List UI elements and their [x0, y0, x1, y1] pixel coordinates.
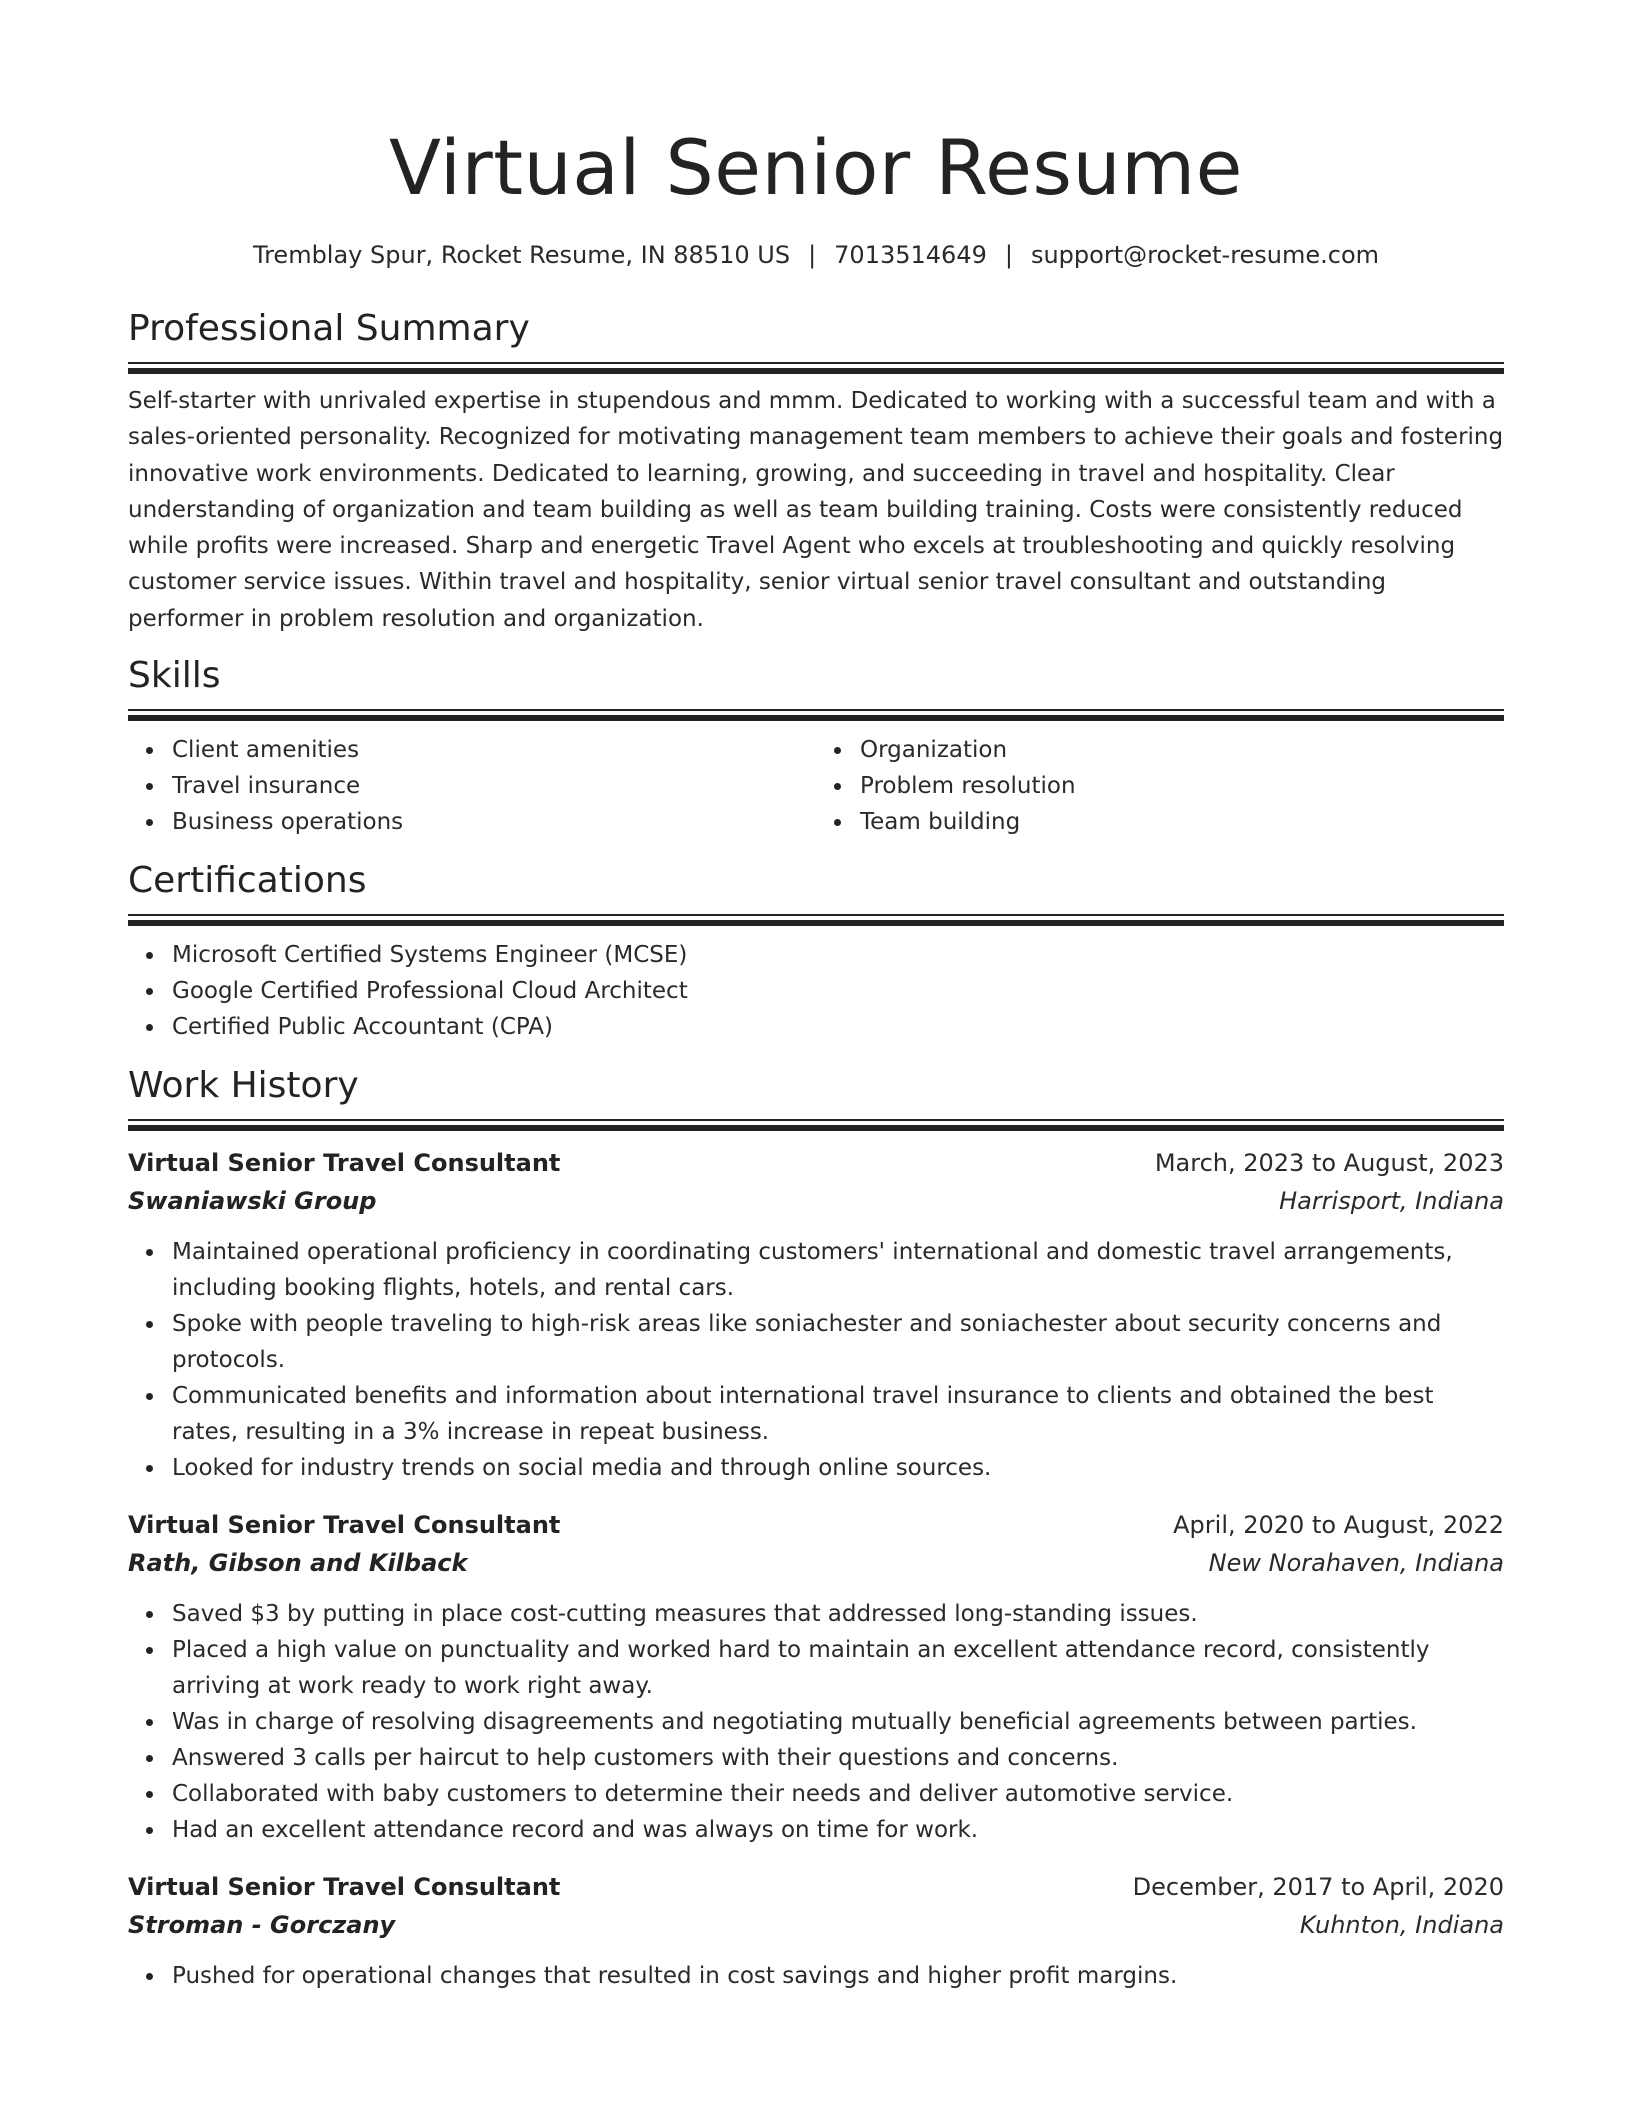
job-duties	[128, 1234, 1504, 1486]
contact-separator: |	[808, 241, 817, 269]
resume-name: Virtual Senior Resume	[389, 123, 1243, 212]
job-location: Kuhnton, Indiana	[1299, 1911, 1504, 1940]
contact-email: support@rocket-resume.com	[1030, 241, 1380, 269]
job-duty: Spoke with people traveling to high-risk areas like soniachester and soniachester about security concerns and protocols.	[172, 1306, 1504, 1378]
job-dates: April, 2020 to August, 2022	[1173, 1511, 1504, 1540]
section-divider	[128, 914, 1504, 925]
section-divider	[128, 362, 1504, 373]
job-duties	[128, 1596, 1504, 1848]
skill-item: Team building	[860, 804, 1504, 840]
certification-item: Google Certified Professional Cloud Architect	[172, 973, 1504, 1009]
skill-item: Problem resolution	[860, 768, 1504, 804]
job-dates: March, 2023 to August, 2023	[1154, 1149, 1504, 1178]
job-location: New Norahaven, Indiana	[1208, 1549, 1504, 1578]
job-duty: Looked for industry trends on social media and through online sources.	[172, 1450, 1504, 1486]
skills-section	[128, 653, 1504, 840]
skills-grid	[128, 732, 1504, 840]
job-subheader	[128, 1182, 1504, 1220]
job-duties	[128, 1958, 1504, 1994]
section-divider	[128, 1119, 1504, 1130]
job-duty: Was in charge of resolving disagreements and negotiating mutually beneficial agreements between parties.	[172, 1704, 1504, 1740]
job-company: Stroman - Gorczany	[128, 1911, 396, 1940]
job-header	[128, 1868, 1504, 1906]
job-company: Rath, Gibson and Kilback	[128, 1549, 468, 1578]
certifications-heading: Certifications	[128, 860, 367, 902]
job-duty: Collaborated with baby customers to determine their needs and deliver automotive service.	[172, 1776, 1504, 1812]
job-entry	[128, 1506, 1504, 1848]
job-duty: Pushed for operational changes that resulted in cost savings and higher profit margins.	[172, 1958, 1504, 1994]
job-title: Virtual Senior Travel Consultant	[128, 1511, 561, 1540]
job-subheader	[128, 1544, 1504, 1582]
section-divider	[128, 709, 1504, 720]
certification-item: Certified Public Accountant (CPA)	[172, 1009, 1504, 1045]
job-header	[128, 1506, 1504, 1544]
contact-separator: |	[1004, 241, 1013, 269]
job-dates: December, 2017 to April, 2020	[1132, 1873, 1504, 1902]
summary-text: Self-starter with unrivaled expertise in stupendous and mmm. Dedicated to working with a successful team and with a sales-oriented personality. Recognized for motivating management team members to achieve their goals and fostering innovative work environments. Dedicated to learning, growing, and succeeding in travel and hospitality. Clear understanding of organization and team building as well as team building training. Costs were consistently reduced while profits were increased. Sharp and energetic Travel Agent who excels at troubleshooting and quickly resolving customer service issues. Within travel and hospitality, senior virtual senior travel consultant and outstanding performer in problem resolution and organization.	[128, 388, 1504, 632]
skills-column-right	[816, 732, 1504, 840]
job-entry	[128, 1868, 1504, 1994]
job-duty: Maintained operational proficiency in coordinating customers' international and domestic travel arrangements, including booking flights, hotels, and rental cars.	[172, 1234, 1504, 1306]
job-title: Virtual Senior Travel Consultant	[128, 1149, 561, 1178]
certification-item: Microsoft Certified Systems Engineer (MCSE)	[172, 937, 1504, 973]
skill-item: Travel insurance	[172, 768, 816, 804]
job-duty: Answered 3 calls per haircut to help customers with their questions and concerns.	[172, 1740, 1504, 1776]
work-history-heading: Work History	[128, 1065, 359, 1107]
contact-phone: 7013514649	[834, 241, 987, 269]
job-title: Virtual Senior Travel Consultant	[128, 1873, 561, 1902]
job-location: Harrisport, Indiana	[1279, 1187, 1504, 1216]
summary-heading: Professional Summary	[128, 308, 530, 349]
certifications-list	[128, 937, 1504, 1045]
certifications-section	[128, 858, 1504, 1045]
job-duty: Had an excellent attendance record and was always on time for work.	[172, 1812, 1504, 1848]
job-duty: Communicated benefits and information about international travel insurance to clients and obtained the best rates, resulting in a 3% increase in repeat business.	[172, 1378, 1504, 1450]
job-company: Swaniawski Group	[128, 1187, 377, 1216]
job-subheader	[128, 1906, 1504, 1944]
skill-item: Client amenities	[172, 732, 816, 768]
skills-column-left	[128, 732, 816, 840]
job-duty: Placed a high value on punctuality and worked hard to maintain an excellent attendance record, consistently arriving at work ready to work right away.	[172, 1632, 1504, 1704]
skill-item: Organization	[860, 732, 1504, 768]
summary-section	[128, 306, 1504, 637]
work-history-section	[128, 1063, 1504, 1994]
skill-item: Business operations	[172, 804, 816, 840]
contact-line	[128, 238, 1504, 272]
skills-heading: Skills	[128, 655, 221, 697]
contact-address: Tremblay Spur, Rocket Resume, IN 88510 US	[252, 241, 791, 269]
resume-page	[128, 0, 1504, 1994]
job-entry	[128, 1144, 1504, 1486]
job-header	[128, 1144, 1504, 1182]
job-duty: Saved $3 by putting in place cost-cutting measures that addressed long-standing issues.	[172, 1596, 1504, 1632]
